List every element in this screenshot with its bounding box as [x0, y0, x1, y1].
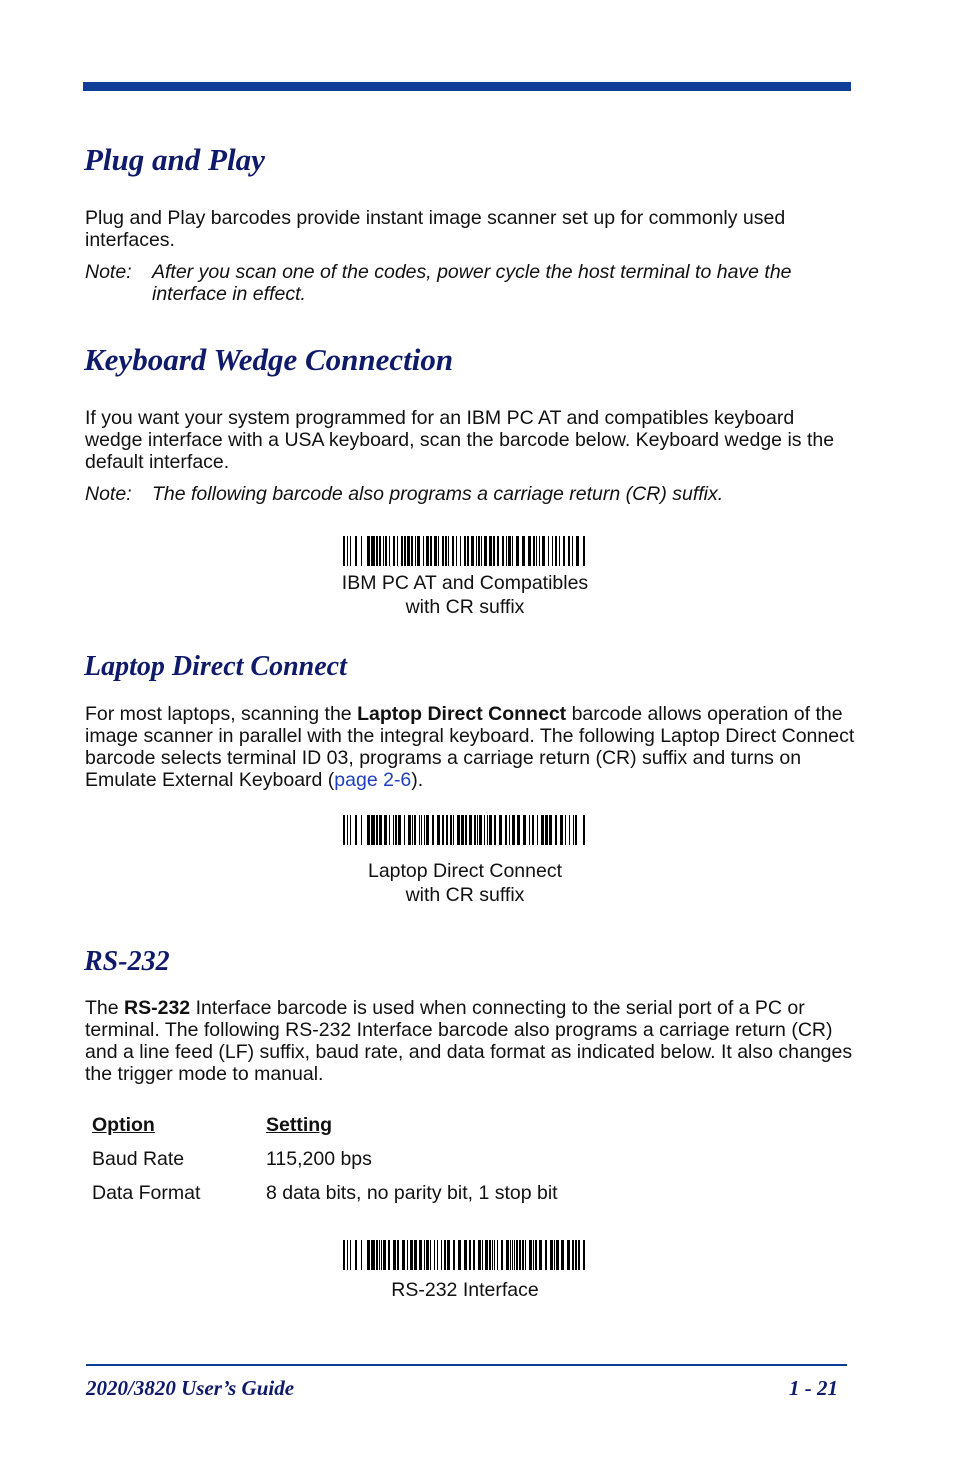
note-text: The following barcode also programs a carriage return (CR) suffix.: [152, 483, 724, 505]
barcode-bar: [453, 815, 454, 845]
barcode-bar: [478, 1240, 481, 1270]
barcode-bar: [497, 1240, 498, 1270]
table-header-option: Option: [92, 1114, 155, 1136]
barcode-bar: [412, 815, 413, 845]
barcode-bar: [367, 1240, 370, 1270]
barcode-bar: [492, 1240, 493, 1270]
barcode-bar: [514, 1240, 515, 1270]
barcode-bar: [471, 536, 474, 566]
footer-page-number: 1 - 21: [789, 1376, 838, 1400]
barcode-bar: [563, 536, 565, 566]
barcode-bar: [505, 815, 507, 845]
barcode-bar: [535, 1240, 537, 1270]
barcode-bar: [398, 815, 401, 845]
table-cell-setting: 8 data bits, no parity bit, 1 stop bit: [266, 1182, 558, 1204]
barcode-bar: [442, 536, 444, 566]
barcode-bar: [350, 815, 351, 845]
barcode-bar: [376, 1240, 378, 1270]
barcode-bar: [569, 815, 570, 845]
barcode-bar: [389, 815, 390, 845]
barcode-bar: [401, 536, 403, 566]
barcode-bar: [457, 815, 460, 845]
barcode-bar: [393, 1240, 396, 1270]
table-cell-option: Baud Rate: [92, 1148, 185, 1170]
barcode-bar: [414, 1240, 417, 1270]
barcode-bar: [355, 1240, 357, 1270]
body-text: barcode allows operation of the image scanner in parallel with the integral keyboard. The following Laptop Direct Connect barcode selects terminal ID 03, programs a carriage return (CR) suffix and turns on Emulate External Keyboard (: [85, 703, 855, 791]
body-bold: RS-232: [124, 997, 191, 1019]
table-header-setting: Setting: [266, 1114, 333, 1136]
barcode-bar: [485, 1240, 488, 1270]
barcode-ibm-pc-at: [343, 536, 587, 566]
note-label: Note:: [85, 261, 132, 283]
barcode-bar: [497, 536, 499, 566]
barcode-bar: [550, 1240, 553, 1270]
barcode-bar: [424, 1240, 425, 1270]
barcode-bar: [397, 1240, 399, 1270]
barcode-bar: [555, 815, 557, 845]
barcode-bar: [467, 536, 469, 566]
barcode-bar: [385, 536, 387, 566]
barcode-bar: [482, 1240, 483, 1270]
body-text: ).: [411, 769, 424, 791]
barcode-caption-ibm: [265, 571, 665, 619]
barcode-bar: [395, 815, 397, 845]
barcode-bar: [447, 1240, 450, 1270]
barcode-bar: [426, 536, 429, 566]
note-text: After you scan one of the codes, power cycle the host terminal to have the interface in effect.: [152, 261, 792, 305]
barcode-bar: [383, 1240, 386, 1270]
barcode-bar: [532, 815, 534, 845]
barcode-bar: [487, 815, 488, 845]
barcode-bar: [430, 1240, 431, 1270]
barcode-bar: [508, 536, 511, 566]
barcode-bar: [343, 815, 345, 845]
barcode-bar: [417, 536, 420, 566]
barcode-bar: [379, 1240, 380, 1270]
barcode-bar: [426, 815, 429, 845]
barcode-bar: [464, 536, 466, 566]
barcode-bar: [347, 536, 348, 566]
barcode-bar: [506, 1240, 509, 1270]
barcode-bar: [539, 1240, 542, 1270]
barcode-bar: [575, 815, 577, 845]
barcode-bar: [458, 1240, 461, 1270]
barcode-bar: [536, 536, 537, 566]
barcode-bar: [476, 536, 477, 566]
barcode-bar: [426, 1240, 429, 1270]
barcode-bar: [371, 815, 375, 845]
barcode-bar: [522, 1240, 524, 1270]
barcode-bar: [371, 1240, 375, 1270]
barcode-bar: [556, 1240, 559, 1270]
barcode-bar: [489, 815, 492, 845]
barcode-bar: [361, 536, 362, 566]
barcode-bar: [460, 536, 461, 566]
barcode-bar: [469, 815, 472, 845]
barcode-rs232: [343, 1240, 587, 1270]
barcode-bar: [461, 815, 464, 845]
barcode-bar: [404, 815, 405, 845]
barcode-bar: [432, 815, 434, 845]
barcode-caption-laptop: [265, 859, 665, 907]
barcode-bar: [446, 815, 448, 845]
table-cell-option: Data Format: [92, 1182, 201, 1204]
barcode-bar: [445, 536, 447, 566]
barcode-bar: [565, 815, 566, 845]
barcode-bar: [478, 536, 480, 566]
barcode-bar: [343, 536, 345, 566]
barcode-bar: [448, 536, 449, 566]
barcode-bar: [388, 1240, 390, 1270]
barcode-bar: [533, 536, 535, 566]
barcode-bar: [529, 815, 530, 845]
barcode-bar: [453, 1240, 455, 1270]
barcode-bar: [501, 1240, 503, 1270]
top-rule: [83, 82, 851, 91]
barcode-bar: [434, 536, 437, 566]
caption-line-2: with CR suffix: [405, 596, 525, 618]
barcode-bar: [437, 1240, 438, 1270]
barcode-bar: [355, 536, 357, 566]
barcode-bar: [545, 815, 548, 845]
barcode-bar: [494, 1240, 495, 1270]
heading-plug-and-play: Plug and Play: [84, 142, 265, 177]
barcode-bar: [402, 1240, 405, 1270]
note-label: Note:: [85, 483, 132, 505]
caption-line-2: with CR suffix: [405, 884, 525, 906]
barcode-bar: [419, 1240, 422, 1270]
barcode-bar: [379, 536, 381, 566]
laptop-direct-body: [85, 703, 855, 791]
barcode-bar: [343, 1240, 345, 1270]
barcode-bar: [516, 1240, 518, 1270]
barcode-bar: [367, 815, 370, 845]
barcode-bar: [509, 815, 510, 845]
barcode-bar: [572, 1240, 574, 1270]
barcode-bar: [576, 536, 579, 566]
barcode-bar: [361, 815, 362, 845]
barcode-bar: [519, 1240, 521, 1270]
barcode-bar: [464, 1240, 467, 1270]
barcode-bar: [410, 1240, 413, 1270]
barcode-bar: [549, 815, 552, 845]
barcode-bar: [424, 815, 425, 845]
barcode-caption-rs232: RS-232 Interface: [391, 1279, 539, 1301]
barcode-bar: [419, 815, 420, 845]
barcode-bar: [347, 1240, 348, 1270]
barcode-bar: [397, 536, 398, 566]
barcode-bar: [384, 815, 387, 845]
barcode-bar: [355, 815, 357, 845]
barcode-bar: [404, 536, 406, 566]
keyboard-wedge-note: [85, 483, 855, 505]
barcode-bar: [407, 1240, 408, 1270]
barcode-bar: [438, 536, 439, 566]
barcode-bar: [469, 1240, 471, 1270]
barcode-bar: [499, 815, 502, 845]
barcode-bar: [583, 815, 585, 845]
rs232-body: [85, 997, 855, 1085]
barcode-bar: [493, 536, 495, 566]
barcode-bar: [479, 815, 482, 845]
barcode-bar: [477, 815, 478, 845]
barcode-bar: [539, 536, 540, 566]
barcode-bar: [371, 536, 375, 566]
barcode-bar: [361, 1240, 362, 1270]
barcode-bar: [568, 536, 570, 566]
table-cell-setting: 115,200 bps: [266, 1148, 372, 1170]
body-text: For most laptops, scanning the: [85, 703, 358, 725]
barcode-bar: [376, 536, 378, 566]
barcode-bar: [452, 536, 454, 566]
barcode-bar: [573, 815, 574, 845]
barcode-bar: [578, 1240, 580, 1270]
barcode-bar: [572, 536, 573, 566]
barcode-bar: [516, 536, 519, 566]
barcode-bar: [414, 815, 416, 845]
barcode-laptop-direct: [343, 815, 587, 845]
barcode-bar: [367, 536, 370, 566]
barcode-bar: [554, 1240, 555, 1270]
barcode-bar: [555, 536, 557, 566]
barcode-bar: [389, 536, 390, 566]
heading-laptop-direct-connect: Laptop Direct Connect: [84, 651, 347, 682]
barcode-bar: [506, 536, 507, 566]
barcode-bar: [456, 536, 457, 566]
barcode-bar: [512, 815, 515, 845]
barcode-bar: [474, 815, 476, 845]
barcode-bar: [522, 536, 525, 566]
barcode-bar: [444, 1240, 446, 1270]
barcode-bar: [529, 1240, 532, 1270]
barcode-bar: [442, 815, 444, 845]
barcode-bar: [533, 1240, 534, 1270]
barcode-bar: [481, 536, 482, 566]
barcode-bar: [523, 815, 526, 845]
barcode-bar: [393, 536, 395, 566]
footer-rule: [86, 1364, 847, 1366]
barcode-bar: [411, 536, 413, 566]
barcode-bar: [559, 536, 560, 566]
body-bold: Laptop Direct Connect: [357, 703, 567, 725]
barcode-bar: [473, 1240, 475, 1270]
barcode-bar: [552, 536, 553, 566]
barcode-bar: [575, 1240, 577, 1270]
barcode-bar: [512, 1240, 513, 1270]
barcode-bar: [542, 536, 545, 566]
barcode-bar: [583, 1240, 585, 1270]
barcode-bar: [510, 1240, 511, 1270]
barcode-bar: [350, 1240, 351, 1270]
heading-keyboard-wedge: Keyboard Wedge Connection: [84, 342, 454, 377]
barcode-bar: [561, 1240, 564, 1270]
footer-guide-title: 2020/3820 User’s Guide: [86, 1376, 295, 1400]
barcode-bar: [421, 815, 422, 845]
barcode-bar: [437, 815, 440, 845]
barcode-bar: [441, 1240, 442, 1270]
barcode-bar: [347, 815, 348, 845]
barcode-bar: [528, 536, 531, 566]
barcode-bar: [567, 1240, 570, 1270]
barcode-bar: [434, 1240, 435, 1270]
page-link[interactable]: page 2-6: [334, 769, 412, 791]
barcode-bar: [430, 536, 432, 566]
barcode-bar: [494, 815, 496, 845]
barcode-bar: [408, 815, 411, 845]
barcode-bar: [465, 815, 467, 845]
barcode-bar: [502, 536, 504, 566]
barcode-bar: [489, 1240, 491, 1270]
plug-and-play-note: [85, 261, 855, 305]
barcode-bar: [484, 815, 485, 845]
barcode-bar: [450, 815, 452, 845]
barcode-bar: [512, 536, 513, 566]
barcode-bar: [548, 536, 549, 566]
barcode-bar: [381, 1240, 382, 1270]
body-text: Interface barcode is used when connecting to the serial port of a PC or terminal. The following RS-232 Interface barcode also programs a carriage return (CR) and a line feed (LF) suffix, baud rate, and data format as indicated below. It also changes the trigger mode to manual.: [85, 997, 853, 1085]
barcode-bar: [383, 536, 384, 566]
barcode-bar: [545, 1240, 547, 1270]
heading-rs232: RS-232: [84, 946, 170, 977]
barcode-bar: [350, 536, 351, 566]
caption-line-1: IBM PC AT and Compatibles: [341, 572, 589, 594]
barcode-bar: [541, 815, 544, 845]
barcode-bar: [407, 536, 410, 566]
barcode-bar: [484, 536, 487, 566]
barcode-bar: [525, 1240, 526, 1270]
barcode-bar: [489, 536, 492, 566]
barcode-bar: [583, 536, 585, 566]
barcode-bar: [376, 815, 378, 845]
body-text: The: [85, 997, 125, 1019]
keyboard-wedge-body: If you want your system programmed for an IBM PC AT and compatibles keyboard wedge interface with a USA keyboard, scan the barcode below. Keyboard wedge is the default interface.: [85, 407, 835, 473]
caption-line-1: Laptop Direct Connect: [367, 860, 563, 882]
barcode-bar: [415, 536, 416, 566]
barcode-bar: [517, 815, 520, 845]
barcode-bar: [560, 815, 563, 845]
barcode-bar: [393, 815, 394, 845]
barcode-bar: [537, 815, 538, 845]
barcode-bar: [423, 536, 424, 566]
barcode-bar: [379, 815, 382, 845]
plug-and-play-body: Plug and Play barcodes provide instant image scanner set up for commonly used interfaces.: [85, 207, 786, 251]
